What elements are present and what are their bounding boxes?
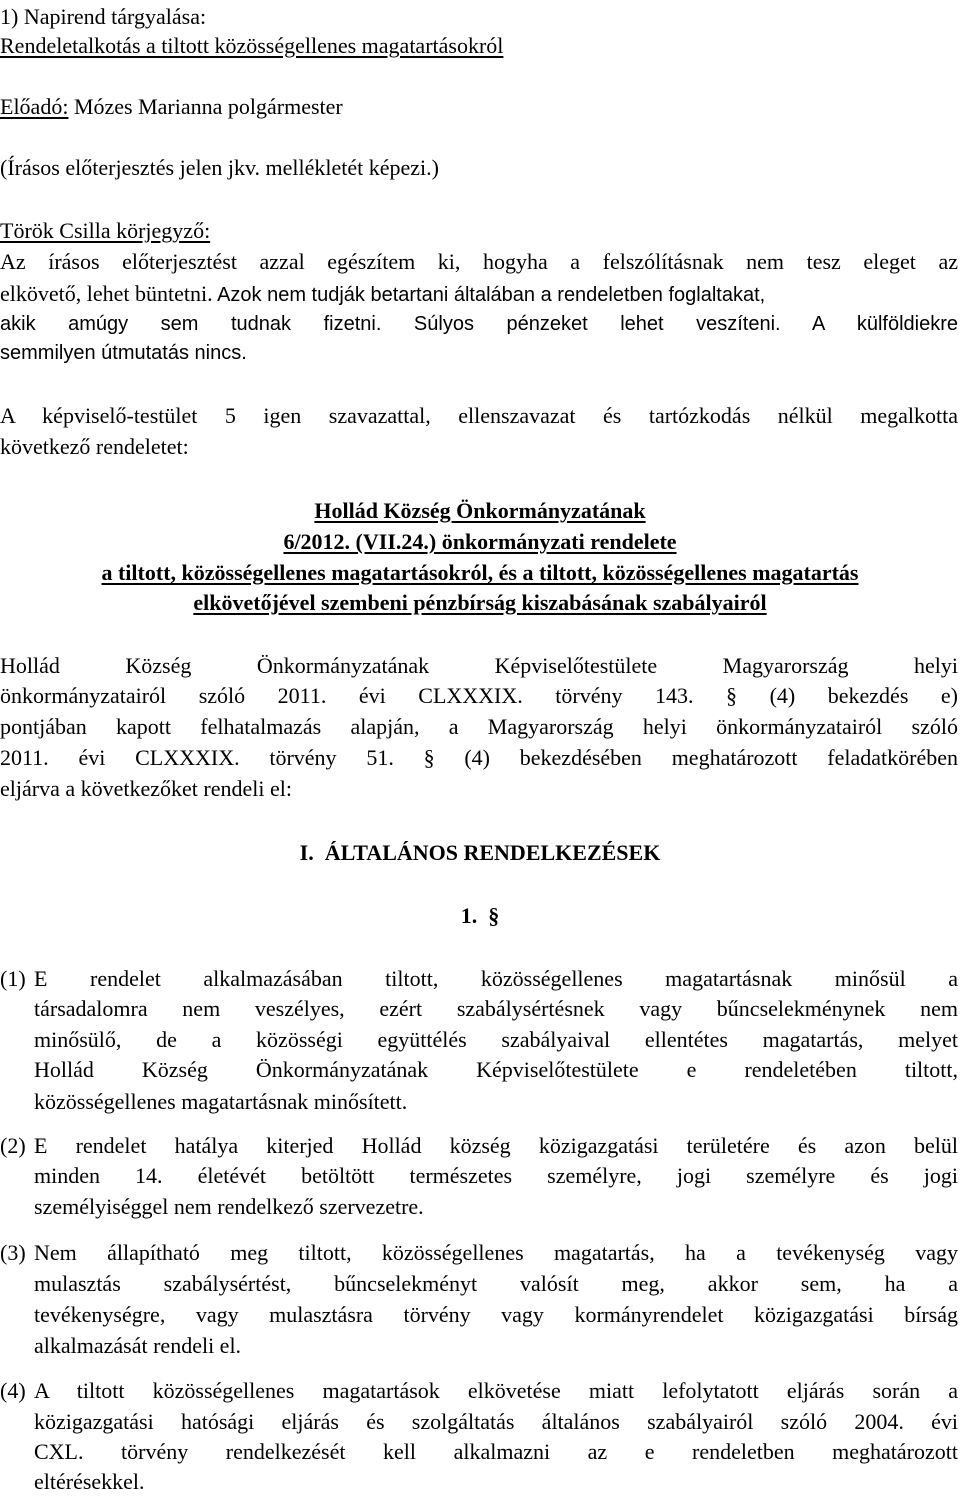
decree-title-line: a tiltott, közösségellenes magatartásokról, és a tiltott, közösségellenes magatartás	[101, 560, 859, 585]
preamble-line: pontjában kapott felhatalmazás alapján, a Magyarország helyi önkormányzatairól szóló	[0, 714, 958, 739]
notary-line: elkövető, lehet büntetni.	[0, 281, 213, 306]
decree-authority: Hollád Község Önkormányzatának	[314, 498, 646, 523]
decree-number: 6/2012. (VII.24.) önkormányzati rendelete	[283, 529, 677, 554]
presenter-label: Előadó:	[0, 94, 69, 119]
agenda-item-subject: Rendeletalkotás a tiltott közösségellenes magatartásokról	[0, 33, 504, 58]
preamble-line: eljárva a következőket rendeli el:	[0, 776, 292, 801]
presenter-name: Mózes Marianna polgármester	[68, 94, 343, 119]
notary-line: Az írásos előterjesztést azzal egészítem ki, hogyha a felszólításnak nem tesz eleget az	[0, 249, 958, 274]
paragraph-line: alkalmazását rendeli el.	[34, 1333, 242, 1358]
preamble-line: Hollád Község Önkormányzatának Képviselőtestülete Magyarország helyi	[0, 653, 958, 678]
paragraph-line: eltérésekkel.	[34, 1469, 145, 1494]
preamble-line: önkormányzatairól szóló 2011. évi CLXXXIX. törvény 143. § (4) bekezdés e)	[0, 683, 958, 708]
paragraph-line: minden 14. életévét betöltött természetes személyre, jogi személyre és jogi	[34, 1163, 958, 1188]
paragraph-line: Nem állapítható meg tiltott, közösségellenes magatartás, ha a tevékenység vagy	[34, 1240, 958, 1265]
paragraph-line: E rendelet alkalmazásában tiltott, közösségellenes magatartásnak minősül a	[34, 966, 958, 991]
paragraph-line: A tiltott közösségellenes magatartások elkövetése miatt lefolytatott eljárás során a	[34, 1378, 958, 1403]
paragraph-line: személyiséggel nem rendelkező szervezetre.	[34, 1194, 424, 1219]
paragraph-line: E rendelet hatálya kiterjed Hollád község közigazgatási területére és azon belül	[34, 1133, 958, 1158]
paragraph-line: CXL. törvény rendelkezését kell alkalmazni az e rendeletben meghatározott	[34, 1439, 958, 1464]
paragraph-line: minősülő, de a közösségi együttélés szabályaival ellentétes magatartás, melyet	[34, 1027, 958, 1052]
notary-speaker: Török Csilla körjegyző:	[0, 218, 211, 243]
agenda-item-title: 1) Napirend tárgyalása:	[0, 4, 207, 29]
notary-line-sans: semmilyen útmutatás nincs.	[0, 342, 247, 364]
notary-line-mixed	[0, 281, 765, 308]
paragraph-line: közösségellenes magatartásnak minősített.	[34, 1089, 408, 1114]
paragraph-line: Hollád Község Önkormányzatának Képviselőtestülete e rendeletében tiltott,	[34, 1057, 958, 1082]
paragraph-line: közigazgatási hatósági eljárás és szolgáltatás általános szabályairól szóló 2004. évi	[34, 1409, 958, 1434]
paragraph-line: társadalomra nem veszélyes, ezért szabálysértésnek vagy bűncselekménynek nem	[34, 996, 958, 1021]
presenter-line	[0, 94, 343, 120]
decree-title-line: elkövetőjével szembeni pénzbírság kiszabásának szabályairól	[193, 590, 767, 615]
chapter-heading: I. ÁLTALÁNOS RENDELKEZÉSEK	[299, 840, 661, 865]
paragraph-line: tevékenységre, vagy mulasztásra törvény vagy kormányrendelet közigazgatási bírság	[34, 1302, 958, 1327]
paragraph-number: (2)	[0, 1133, 26, 1158]
vote-line: A képviselő-testület 5 igen szavazattal, ellenszavazat és tartózkodás nélkül megalkotta	[0, 403, 958, 428]
preamble-line: 2011. évi CLXXXIX. törvény 51. § (4) bekezdésében meghatározott feladatkörében	[0, 745, 958, 770]
notary-line-sans: Azok nem tudják betartani általában a rendeletben foglaltakat,	[212, 284, 766, 306]
section-heading: 1. §	[460, 903, 500, 928]
notary-line-sans: akik amúgy sem tudnak fizetni. Súlyos pénzeket lehet veszíteni. A külföldiekre	[0, 313, 958, 335]
paragraph-number: (3)	[0, 1240, 26, 1265]
paragraph-number: (4)	[0, 1378, 26, 1403]
vote-line: következő rendeletet:	[0, 434, 189, 459]
paragraph-line: mulasztás szabálysértést, bűncselekményt valósít meg, akkor sem, ha a	[34, 1271, 958, 1296]
paragraph-number: (1)	[0, 966, 26, 991]
attachment-note: (Írásos előterjesztés jelen jkv. mellékletét képezi.)	[0, 155, 439, 180]
